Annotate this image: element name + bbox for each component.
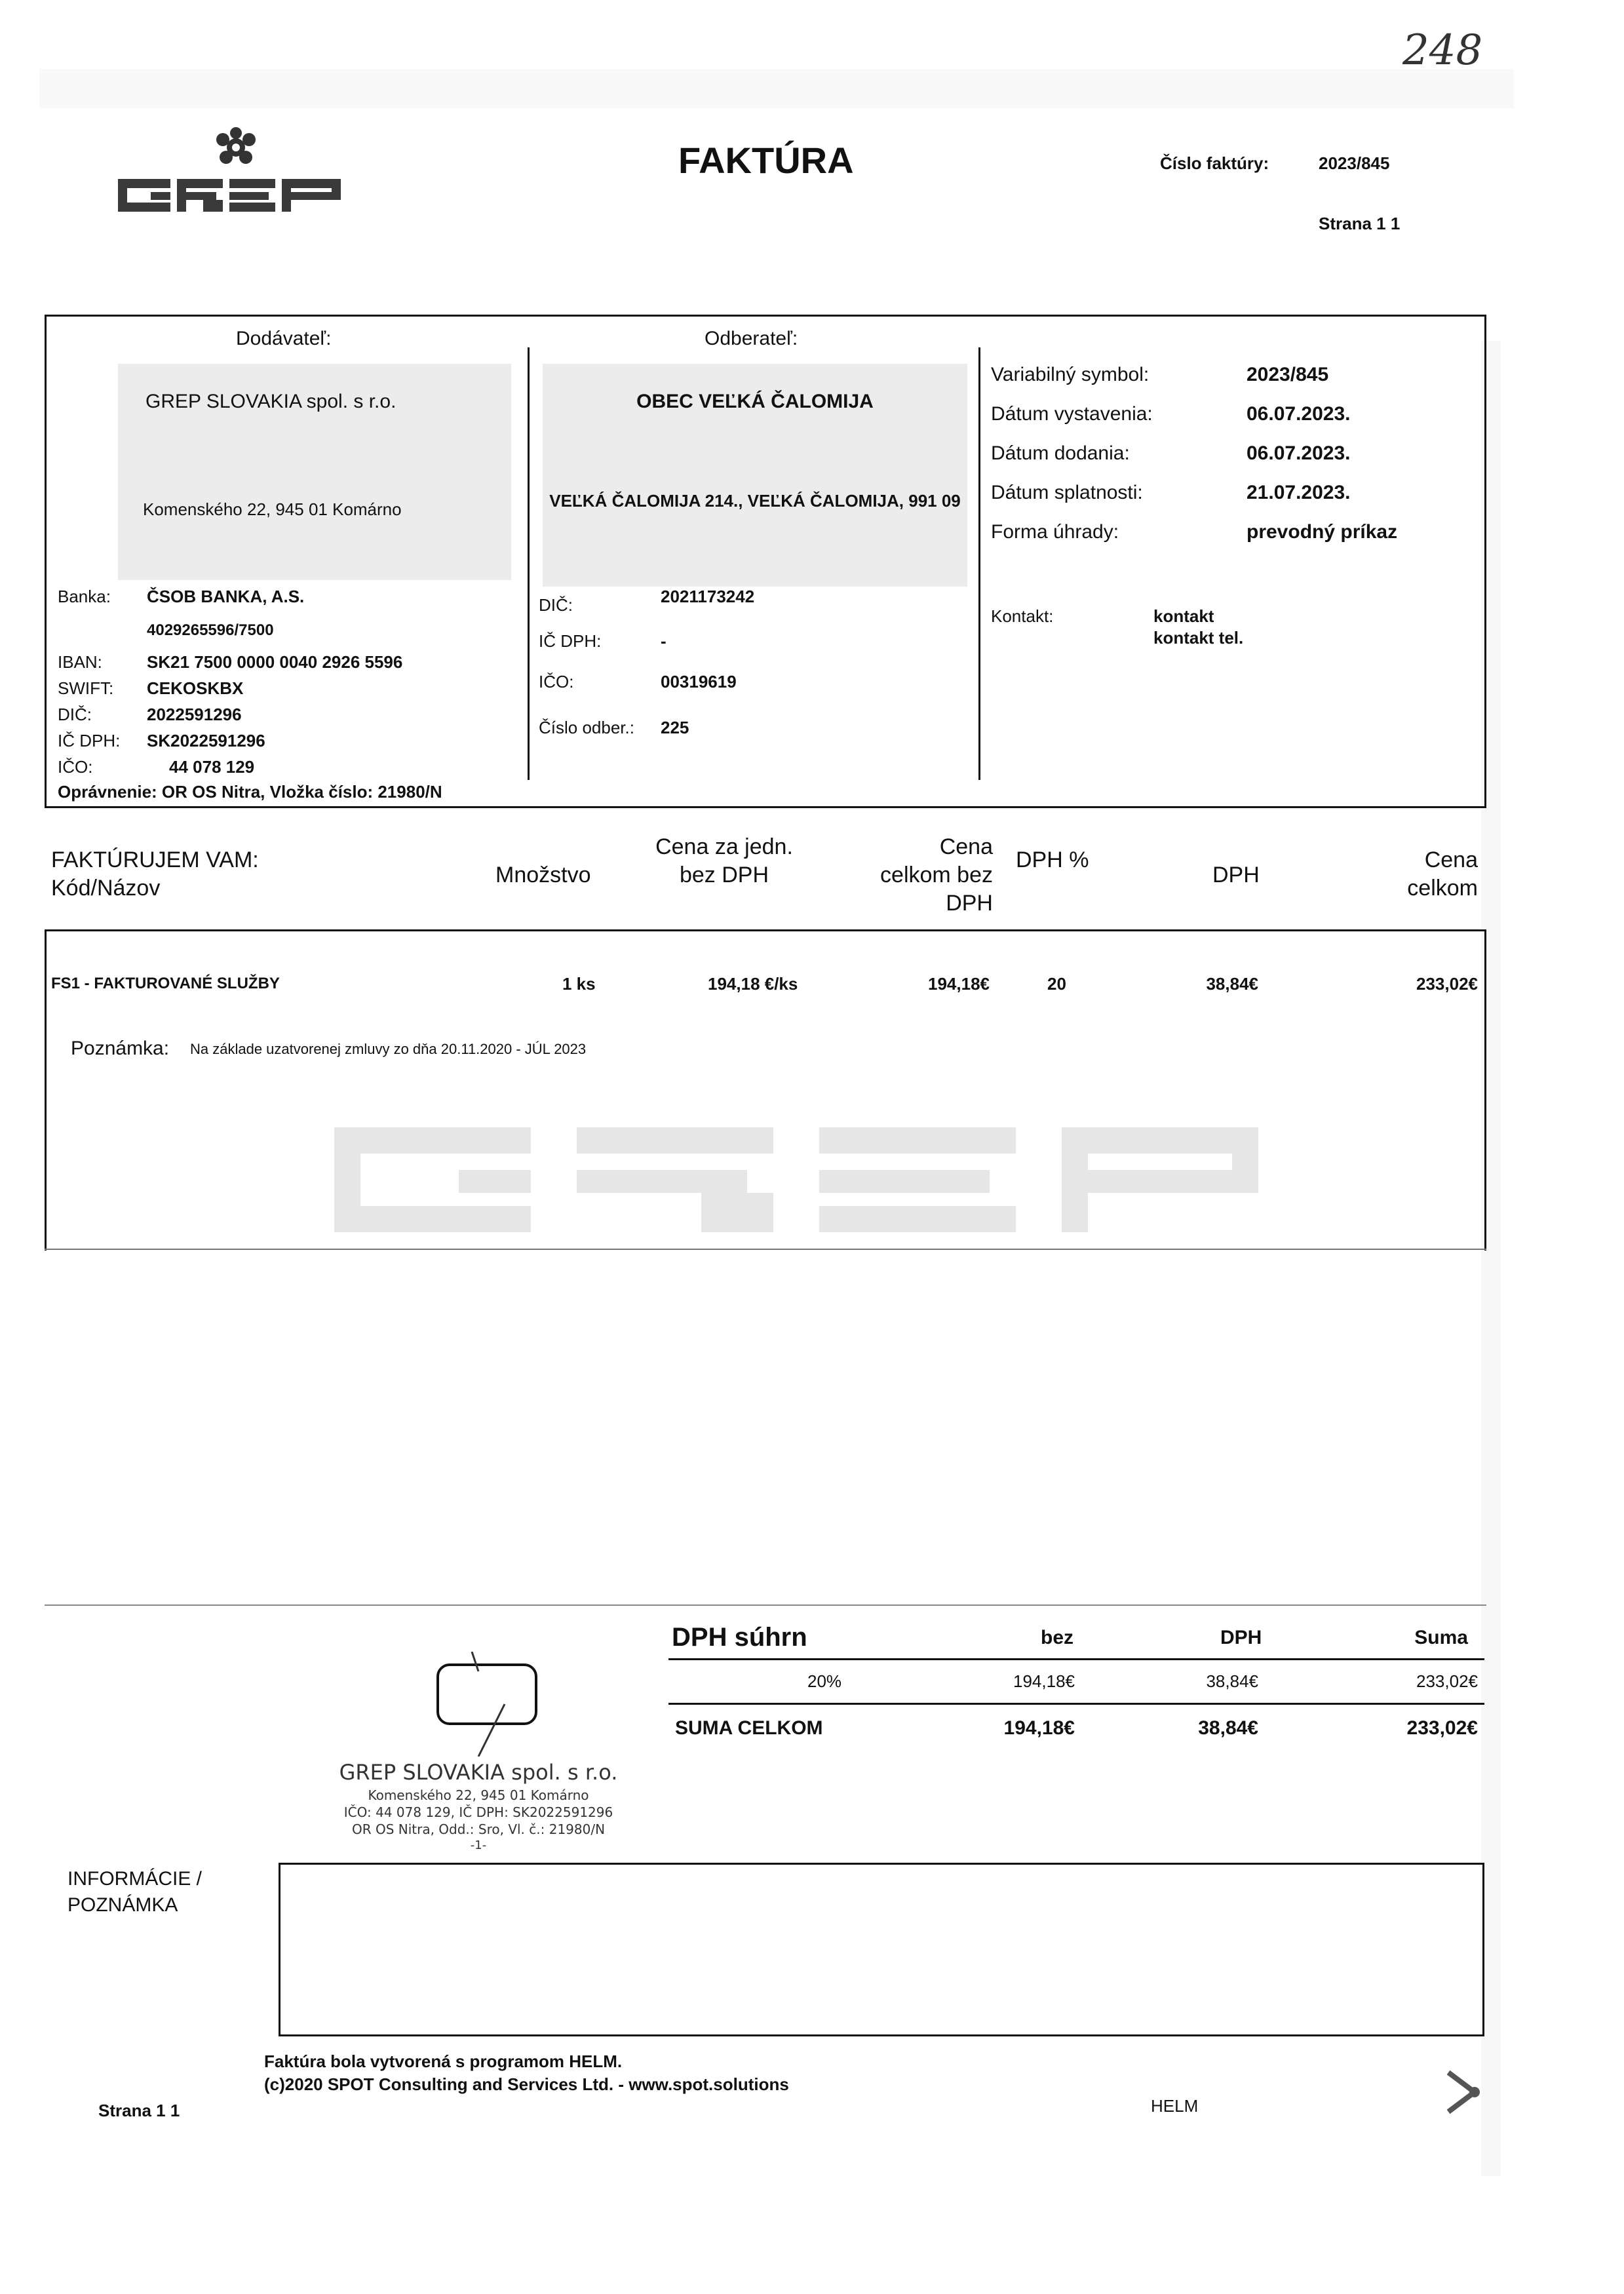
header-box-top bbox=[45, 315, 1486, 317]
company-stamp bbox=[328, 1760, 629, 1852]
supplier-name: GREP SLOVAKIA spol. s r.o. bbox=[145, 391, 396, 412]
bank-account: 4029265596/7500 bbox=[147, 621, 274, 639]
total-sum: 233,02€ bbox=[1406, 1717, 1478, 1739]
note-label: Poznámka: bbox=[71, 1038, 170, 1059]
total-base: 194,18€ bbox=[1003, 1717, 1075, 1739]
col-header-code-2: Kód/Názov bbox=[51, 876, 161, 901]
scan-shadow bbox=[39, 69, 1514, 108]
summary-top-rule bbox=[45, 1604, 1486, 1606]
info-note-box bbox=[279, 1863, 1484, 2036]
item-name: FS1 - FAKTUROVANÉ SLUŽBY bbox=[51, 975, 280, 992]
iban-label: IBAN: bbox=[58, 652, 102, 672]
vat-summary-col-sum: Suma bbox=[1414, 1627, 1468, 1648]
invoice-number: 2023/845 bbox=[1319, 153, 1390, 173]
issue-date-label: Dátum vystavenia: bbox=[991, 403, 1153, 425]
items-left-border bbox=[45, 929, 47, 1251]
bank-label: Banka: bbox=[58, 587, 111, 606]
helm-logo-icon bbox=[1435, 2066, 1488, 2118]
due-date-label: Dátum splatnosti: bbox=[991, 482, 1143, 503]
footer-line-2: (c)2020 SPOT Consulting and Services Ltd. - www.spot.solutions bbox=[264, 2074, 789, 2094]
item-vat-pct: 20 bbox=[1047, 974, 1066, 994]
supplier-icdph-label: IČ DPH: bbox=[58, 731, 121, 750]
col-header-total-ex-2: celkom bez bbox=[880, 863, 993, 887]
page-indicator: Strana 1 1 bbox=[1319, 214, 1401, 233]
customer-icdph-label: IČ DPH: bbox=[539, 631, 602, 651]
items-header-rule bbox=[45, 929, 1486, 931]
payment-form: prevodný príkaz bbox=[1247, 521, 1398, 543]
total-label: SUMA CELKOM bbox=[675, 1717, 823, 1739]
customer-dic-label: DIČ: bbox=[539, 595, 573, 615]
customer-ico-label: IČO: bbox=[539, 672, 574, 691]
col-header-vat-pct: DPH % bbox=[1016, 847, 1089, 872]
customer-address: VEĽKÁ ČALOMIJA 214., VEĽKÁ ČALOMIJA, 991 09 bbox=[549, 491, 961, 511]
customer-no: 225 bbox=[661, 718, 689, 737]
grep-watermark bbox=[295, 1114, 1475, 1239]
col-header-unit-price-2: bez DPH bbox=[679, 863, 769, 887]
supplier-registration: Oprávnenie: OR OS Nitra, Vložka číslo: 21980/N bbox=[58, 782, 442, 802]
delivery-date-label: Dátum dodania: bbox=[991, 442, 1130, 464]
swift-label: SWIFT: bbox=[58, 678, 114, 698]
total-vat: 38,84€ bbox=[1198, 1717, 1258, 1739]
stamp-line-1: GREP SLOVAKIA spol. s r.o. bbox=[339, 1760, 618, 1785]
grep-logo bbox=[111, 121, 360, 220]
delivery-date: 06.07.2023. bbox=[1247, 442, 1351, 464]
issue-date: 06.07.2023. bbox=[1247, 403, 1351, 425]
iban-value: SK21 7500 0000 0040 2926 5596 bbox=[147, 652, 403, 672]
contact-value: kontakt bbox=[1153, 606, 1214, 626]
due-date: 21.07.2023. bbox=[1247, 482, 1351, 503]
col-header-total-2: celkom bbox=[1407, 876, 1478, 901]
customer-heading: Odberateľ: bbox=[705, 328, 798, 349]
supplier-heading: Dodávateľ: bbox=[236, 328, 332, 349]
col-header-total-ex-3: DPH bbox=[946, 891, 993, 916]
supplier-address: Komenského 22, 945 01 Komárno bbox=[143, 499, 402, 519]
supplier-dic-label: DIČ: bbox=[58, 705, 92, 724]
customer-dic: 2021173242 bbox=[661, 587, 755, 606]
header-divider-2 bbox=[978, 347, 980, 780]
footer-helm: HELM bbox=[1151, 2096, 1199, 2116]
item-vat: 38,84€ bbox=[1206, 974, 1258, 994]
items-right-border bbox=[1484, 929, 1486, 1251]
vat-rate-sum: 233,02€ bbox=[1416, 1671, 1478, 1691]
stamp-line-4: OR OS Nitra, Odd.: Sro, Vl. č.: 21980/N bbox=[351, 1821, 606, 1837]
stamp-line-2: Komenského 22, 945 01 Komárno bbox=[368, 1787, 589, 1803]
customer-no-label: Číslo odber.: bbox=[539, 718, 634, 737]
item-total: 233,02€ bbox=[1416, 974, 1478, 994]
supplier-ico: 44 078 129 bbox=[169, 757, 255, 777]
col-header-total-ex-1: Cena bbox=[939, 834, 993, 859]
info-label-2: POZNÁMKA bbox=[68, 1894, 178, 1916]
header-box-bottom bbox=[45, 806, 1486, 808]
vat-summary-header-rule bbox=[668, 1658, 1484, 1660]
vat-rate-base: 194,18€ bbox=[1013, 1671, 1075, 1691]
col-header-code-1: FAKTÚRUJEM VAM: bbox=[51, 847, 259, 872]
items-bottom-rule bbox=[45, 1249, 1486, 1250]
invoice-number-label: Číslo faktúry: bbox=[1160, 153, 1269, 173]
vat-rate: 20% bbox=[807, 1671, 842, 1691]
swift-value: CEKOSKBX bbox=[147, 678, 244, 698]
customer-name: OBEC VEĽKÁ ČALOMIJA bbox=[636, 391, 874, 412]
item-total-ex: 194,18€ bbox=[928, 974, 990, 994]
payment-form-label: Forma úhrady: bbox=[991, 521, 1119, 543]
variable-symbol: 2023/845 bbox=[1247, 364, 1329, 385]
vat-summary-col-vat: DPH bbox=[1220, 1627, 1262, 1648]
item-quantity: 1 ks bbox=[562, 974, 596, 994]
stamp-line-5: -1- bbox=[470, 1838, 487, 1852]
vat-summary-total-rule bbox=[668, 1703, 1484, 1705]
customer-ico: 00319619 bbox=[661, 672, 737, 691]
vat-summary-col-base: bez bbox=[1041, 1627, 1074, 1648]
bank-name: ČSOB BANKA, A.S. bbox=[147, 587, 305, 606]
note-text: Na základe uzatvorenej zmluvy zo dňa 20.11.2020 - JÚL 2023 bbox=[190, 1041, 587, 1057]
stamp-line-3: IČO: 44 078 129, IČ DPH: SK2022591296 bbox=[343, 1804, 613, 1820]
header-box-left bbox=[45, 315, 47, 808]
supplier-dic: 2022591296 bbox=[147, 705, 242, 724]
info-label-1: INFORMÁCIE / bbox=[68, 1868, 203, 1890]
vat-summary-title: DPH súhrn bbox=[672, 1623, 807, 1652]
vat-rate-vat: 38,84€ bbox=[1206, 1671, 1258, 1691]
contact-tel: kontakt tel. bbox=[1153, 628, 1244, 648]
col-header-quantity: Množstvo bbox=[495, 863, 591, 887]
col-header-unit-price-1: Cena za jedn. bbox=[655, 834, 793, 859]
footer-line-1: Faktúra bola vytvorená s programom HELM. bbox=[264, 2051, 623, 2071]
customer-icdph: - bbox=[661, 631, 667, 651]
supplier-ico-label: IČO: bbox=[58, 757, 93, 777]
footer-page: Strana 1 1 bbox=[98, 2101, 180, 2120]
page-title: FAKTÚRA bbox=[678, 140, 854, 181]
header-divider-1 bbox=[528, 347, 530, 780]
header-box-right bbox=[1484, 315, 1486, 808]
handwritten-number: 248 bbox=[1402, 26, 1483, 75]
col-header-total-1: Cena bbox=[1424, 847, 1478, 872]
col-header-vat: DPH bbox=[1212, 863, 1260, 887]
item-unit-price: 194,18 €/ks bbox=[708, 974, 798, 994]
signature-mark bbox=[433, 1652, 544, 1757]
variable-symbol-label: Variabilný symbol: bbox=[991, 364, 1150, 385]
contact-label: Kontakt: bbox=[991, 606, 1054, 626]
supplier-icdph: SK2022591296 bbox=[147, 731, 265, 750]
